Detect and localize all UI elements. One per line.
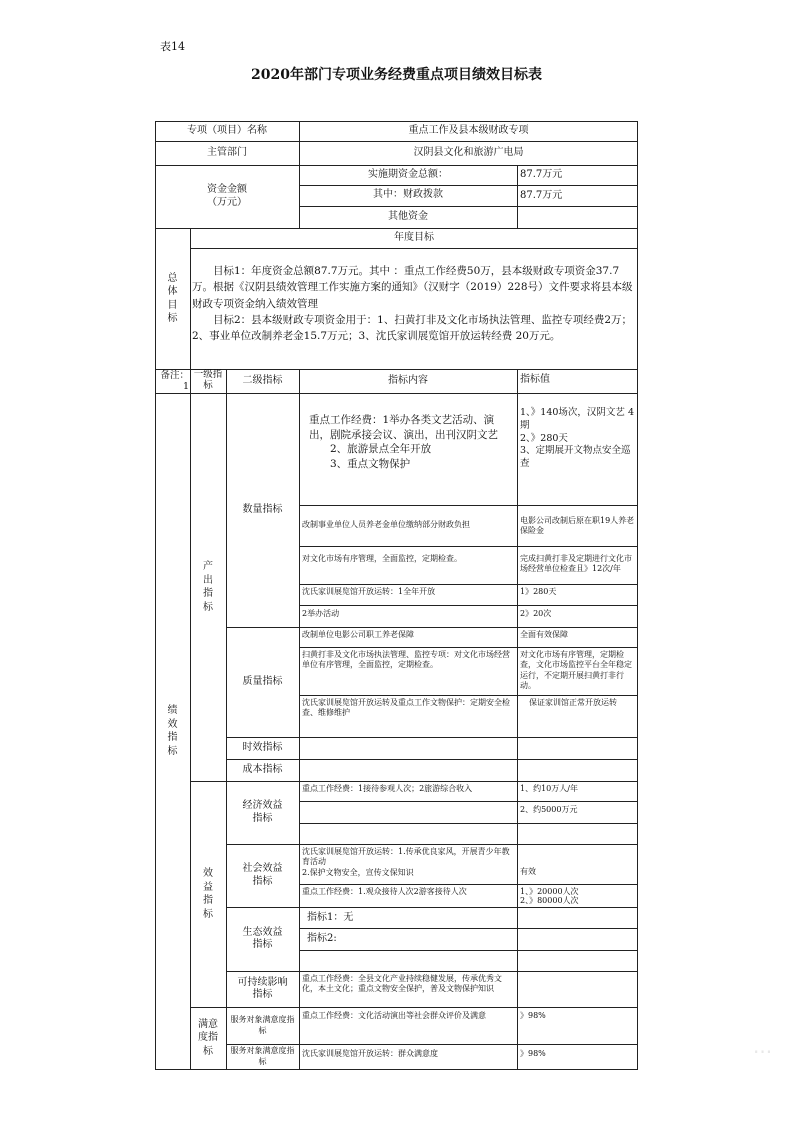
social-value-1: 有效 [520,867,536,876]
fund-amount-label: 资金金额 （万元） [207,184,247,208]
quantity-indicator-label: 数量指标 [242,503,283,515]
ecological-benefit-label: 生态效益指标 [242,926,283,950]
ecological-content-1: 指标1：无 [307,912,354,923]
economic-value-1: 1、约10万人/年 [520,784,578,793]
quantity-content-1: 重点工作经费：1举办各类文艺活动、演出，剧院承接会议、演出，出刊汉阴文艺 2、旅游景点全年开放 3、重点文物保护 [309,414,498,471]
quantity-content-5: 2举办活动 [302,609,340,618]
note-label: 备注：1 [160,370,189,392]
quality-content-2: 扫黄打非及文化市场执法管理、监控专项：对文化市场经营单位有序管理，全面监控，定期检查。 [302,650,510,670]
project-name-value: 重点工作及县本级财政专项 [408,124,529,136]
quality-content-1: 改制单位电影公司职工养老保障 [302,630,414,639]
quality-value-2: 对文化市场有序管理，定期检查，文化市场监控平台全年稳定运行，不定期开展扫黄打非行动。 [520,650,632,691]
quantity-value-4: 1》280天 [520,587,557,596]
quality-value-3: 保证家训馆正常开放运转 [529,698,617,707]
ecological-content-2: 指标2: [307,933,337,944]
corner-watermark: ... [753,1034,773,1058]
content-header: 指标内容 [388,374,428,386]
level1-header: 一级指标 [193,369,223,391]
sustainable-impact-label: 可持续影响指标 [237,976,288,1000]
value-header: 指标值 [520,374,550,385]
project-name-label: 专项（项目）名称 [187,124,267,136]
satisfaction-value-2: 》98% [520,1049,546,1058]
quantity-content-3: 对文化市场有序管理，全面监控，定期检查。 [302,554,462,563]
performance-indicator-label: 绩效指标 [167,705,178,757]
economic-benefit-label: 经济效益指标 [242,800,283,824]
quantity-value-1: 1、》140场次，汉阴文艺 4期 2、》280天 3、定期展开文物点安全巡查 [520,407,634,470]
satisfaction-indicator-label: 满意度指标 [198,1018,218,1057]
output-indicator-label: 产出指标 [203,561,213,613]
cost-indicator-label: 成本指标 [242,763,283,775]
quality-content-3: 沈氏家训展览馆开放运转及重点工作文物保护：定期安全检查、维修维护 [302,698,510,718]
fund-total-label: 实施期资金总额： [368,168,448,180]
social-content-1: 沈氏家训展览馆开放运转：1.传承优良家风，开展青少年教育活动 2.保护文物安全，宣传文保知识 [302,847,510,877]
dept-value: 汉阴县文化和旅游广电局 [413,146,524,158]
satisfaction-value-1: 》98% [520,1011,546,1020]
performance-target-table [155,121,638,1070]
fund-fiscal-value: 87.7万元 [520,190,563,201]
dept-label: 主管部门 [207,146,247,158]
service-satisfaction-label-2: 服务对象满意度指标 [230,1046,295,1066]
timeliness-indicator-label: 时效指标 [242,741,283,753]
economic-value-2: 2、约5000万元 [520,805,578,814]
overall-goal-label: 总体目标 [167,272,178,324]
economic-content-1: 重点工作经费：1接待参观人次；2旅游综合收入 [302,784,473,793]
document-title: 2020年部门专项业务经费重点项目绩效目标表 [251,67,542,83]
quantity-content-4: 沈氏家训展览馆开放运转：1全年开放 [302,587,436,596]
sustainable-content-1: 重点工作经费：全县文化产业持续稳健发展，传承优秀文化，本土文化；重点文物安全保护，普及文物保护知识 [302,974,502,994]
fund-fiscal-label: 其中：财政拨款 [373,189,443,201]
quantity-content-2: 改制事业单位人员养老金单位缴纳部分财政负担 [302,520,470,529]
table-number: 表14 [160,40,185,53]
satisfaction-content-2: 沈氏家训展览馆开放运转：群众满意度 [302,1049,438,1058]
satisfaction-content-1: 重点工作经费：文化活动演出等社会群众评价及满意 [302,1011,486,1020]
social-benefit-label: 社会效益指标 [242,863,283,887]
quality-value-1: 全面有效保障 [520,630,568,639]
annual-goal-text: 目标1：年度资金总额87.7万元。其中 ：重点工作经费50万，县本级财政专项资金37.7万。根据《汉阴县绩效管理工作实施方案的通知》（汉财字（2019）228号）文件要求将县本级财政专项资金纳入绩效管理 目标2：县本级财政专项资金用于：1、扫黄打非及文化市场执法管理、监控专项经费2万；2、事业单位改制养老金15.7万元；3、沈氏家训展览馆开放运转经费 20万元。 [192,265,633,343]
fund-other-label: 其他资金 [388,210,428,222]
social-content-2: 重点工作经费：1.观众接待人次2游客接待人次 [302,887,467,896]
quantity-value-3: 完成扫黄打非及定期进行文化市场经营单位检查且》12次/年 [520,554,632,574]
quality-indicator-label: 质量指标 [242,675,283,687]
service-satisfaction-label-1: 服务对象满意度指标 [230,1015,295,1035]
social-value-2: 1、》20000人次 2、》80000人次 [520,887,579,906]
fund-total-value: 87.7万元 [520,169,563,180]
fund-other-value [517,206,638,228]
benefit-indicator-label: 效益指标 [203,868,213,920]
level2-header: 二级指标 [242,374,283,386]
quantity-value-2: 电影公司改制后原在职19人养老保险金 [520,516,635,536]
quantity-value-5: 2》20次 [520,609,552,618]
annual-goal-label: 年度目标 [394,231,434,243]
